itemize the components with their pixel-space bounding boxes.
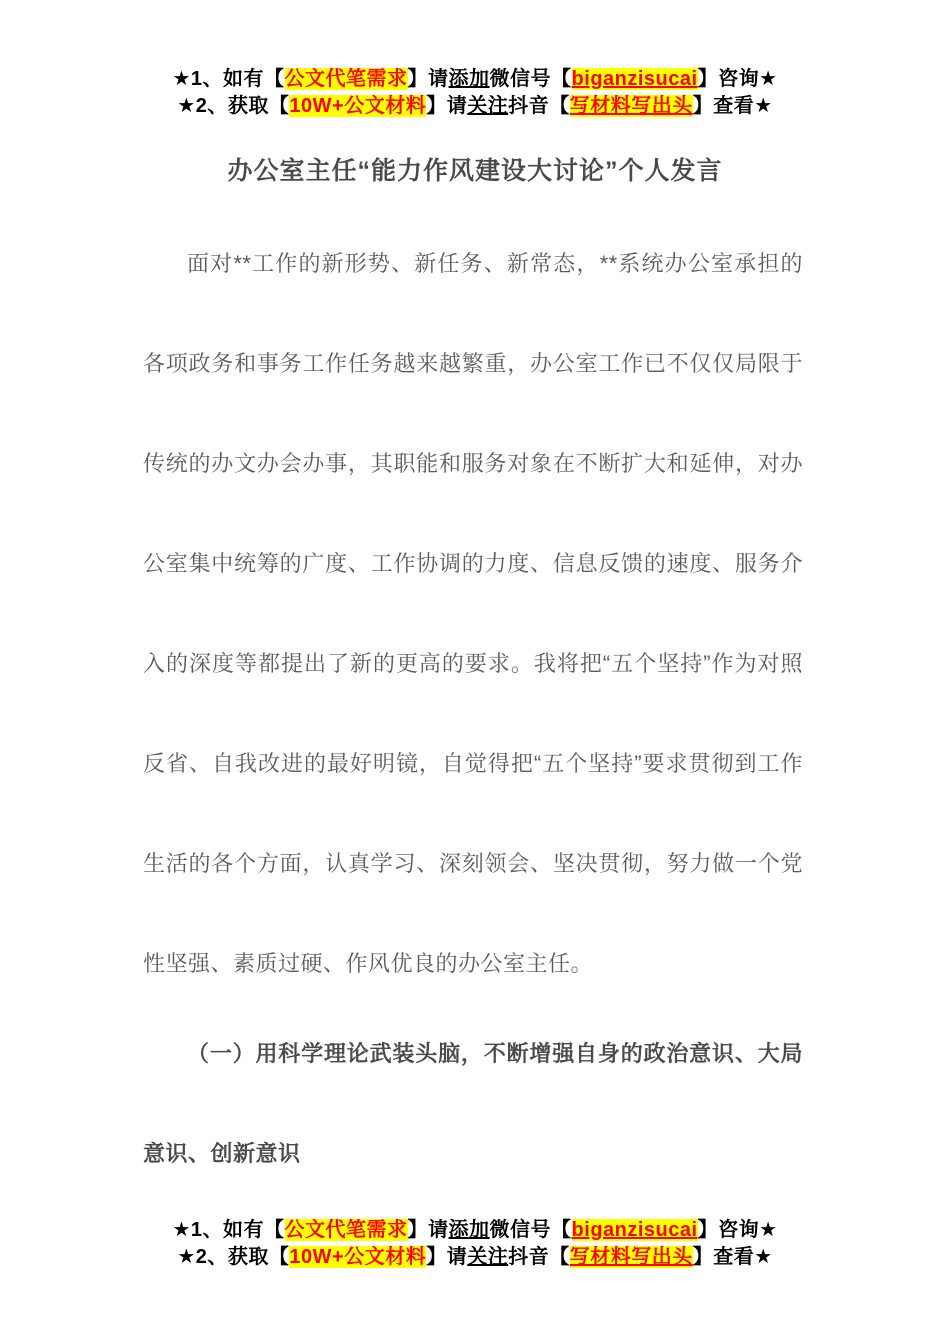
promo-douyin-id: 写材料写出头 [569,1246,693,1268]
promo-text: 】请 [407,68,449,90]
promo-action-add: 添加 [448,68,490,90]
promo-wechat-id: biganzisucai [571,1219,698,1241]
promo-text: 微信号【 [489,1219,572,1241]
promo-text: 】查看★ [692,1246,773,1268]
promo-action-add: 添加 [448,1219,490,1241]
promo-footer [0,1217,950,1271]
promo-text: 抖音【 [508,1246,570,1268]
document-title: 办公室主任“能力作风建设大讨论”个人发言 [227,157,723,185]
promo-text: 】请 [426,1246,468,1268]
promo-highlight-materials: 10W+公文材料 [289,95,427,117]
promo-text: 】咨询★ [697,1219,778,1241]
promo-action-follow: 关注 [467,95,509,117]
promo-text: ★1、如有【 [172,1219,285,1241]
document-body [143,214,803,1204]
promo-text: 】查看★ [692,95,773,117]
promo-footer-line-2 [0,1244,950,1271]
promo-text: 抖音【 [508,95,570,117]
promo-header-line-1 [0,66,950,93]
body-paragraph: 面对**工作的新形势、新任务、新常态，**系统办公室承担的各项政务和事务工作任务越来越繁重，办公室工作已不仅仅局限于传统的办文办会办事，其职能和服务对象在不断扩大和延伸，对办公室集中统筹的广度、工作协调的力度、信息反馈的速度、服务介入的深度等都提出了新的更高的要求。我将把“五个坚持”作为对照反省、自我改进的最好明镜，自觉得把“五个坚持”要求贯彻到工作生活的各个方面，认真学习、深刻领会、坚决贯彻，努力做一个党性坚强、素质过硬、作风优良的办公室主任。 [143,251,803,976]
promo-header-line-2 [0,93,950,120]
promo-text: ★2、获取【 [177,95,290,117]
promo-highlight-materials: 10W+公文材料 [289,1246,427,1268]
promo-text: 】咨询★ [697,68,778,90]
promo-header [0,0,950,120]
promo-wechat-id: biganzisucai [571,68,698,90]
promo-text: 微信号【 [489,68,572,90]
promo-text: ★1、如有【 [172,68,285,90]
promo-action-follow: 关注 [467,1246,509,1268]
promo-text: ★2、获取【 [177,1246,290,1268]
promo-douyin-id: 写材料写出头 [569,95,693,117]
promo-footer-line-1 [0,1217,950,1244]
promo-highlight-service: 公文代笔需求 [284,1219,408,1241]
promo-text: 】请 [407,1219,449,1241]
section-heading-1: （一）用科学理论武装头脑，不断增强自身的政治意识、大局意识、创新意识 [143,1041,803,1166]
promo-text: 】请 [426,95,468,117]
promo-highlight-service: 公文代笔需求 [284,68,408,90]
